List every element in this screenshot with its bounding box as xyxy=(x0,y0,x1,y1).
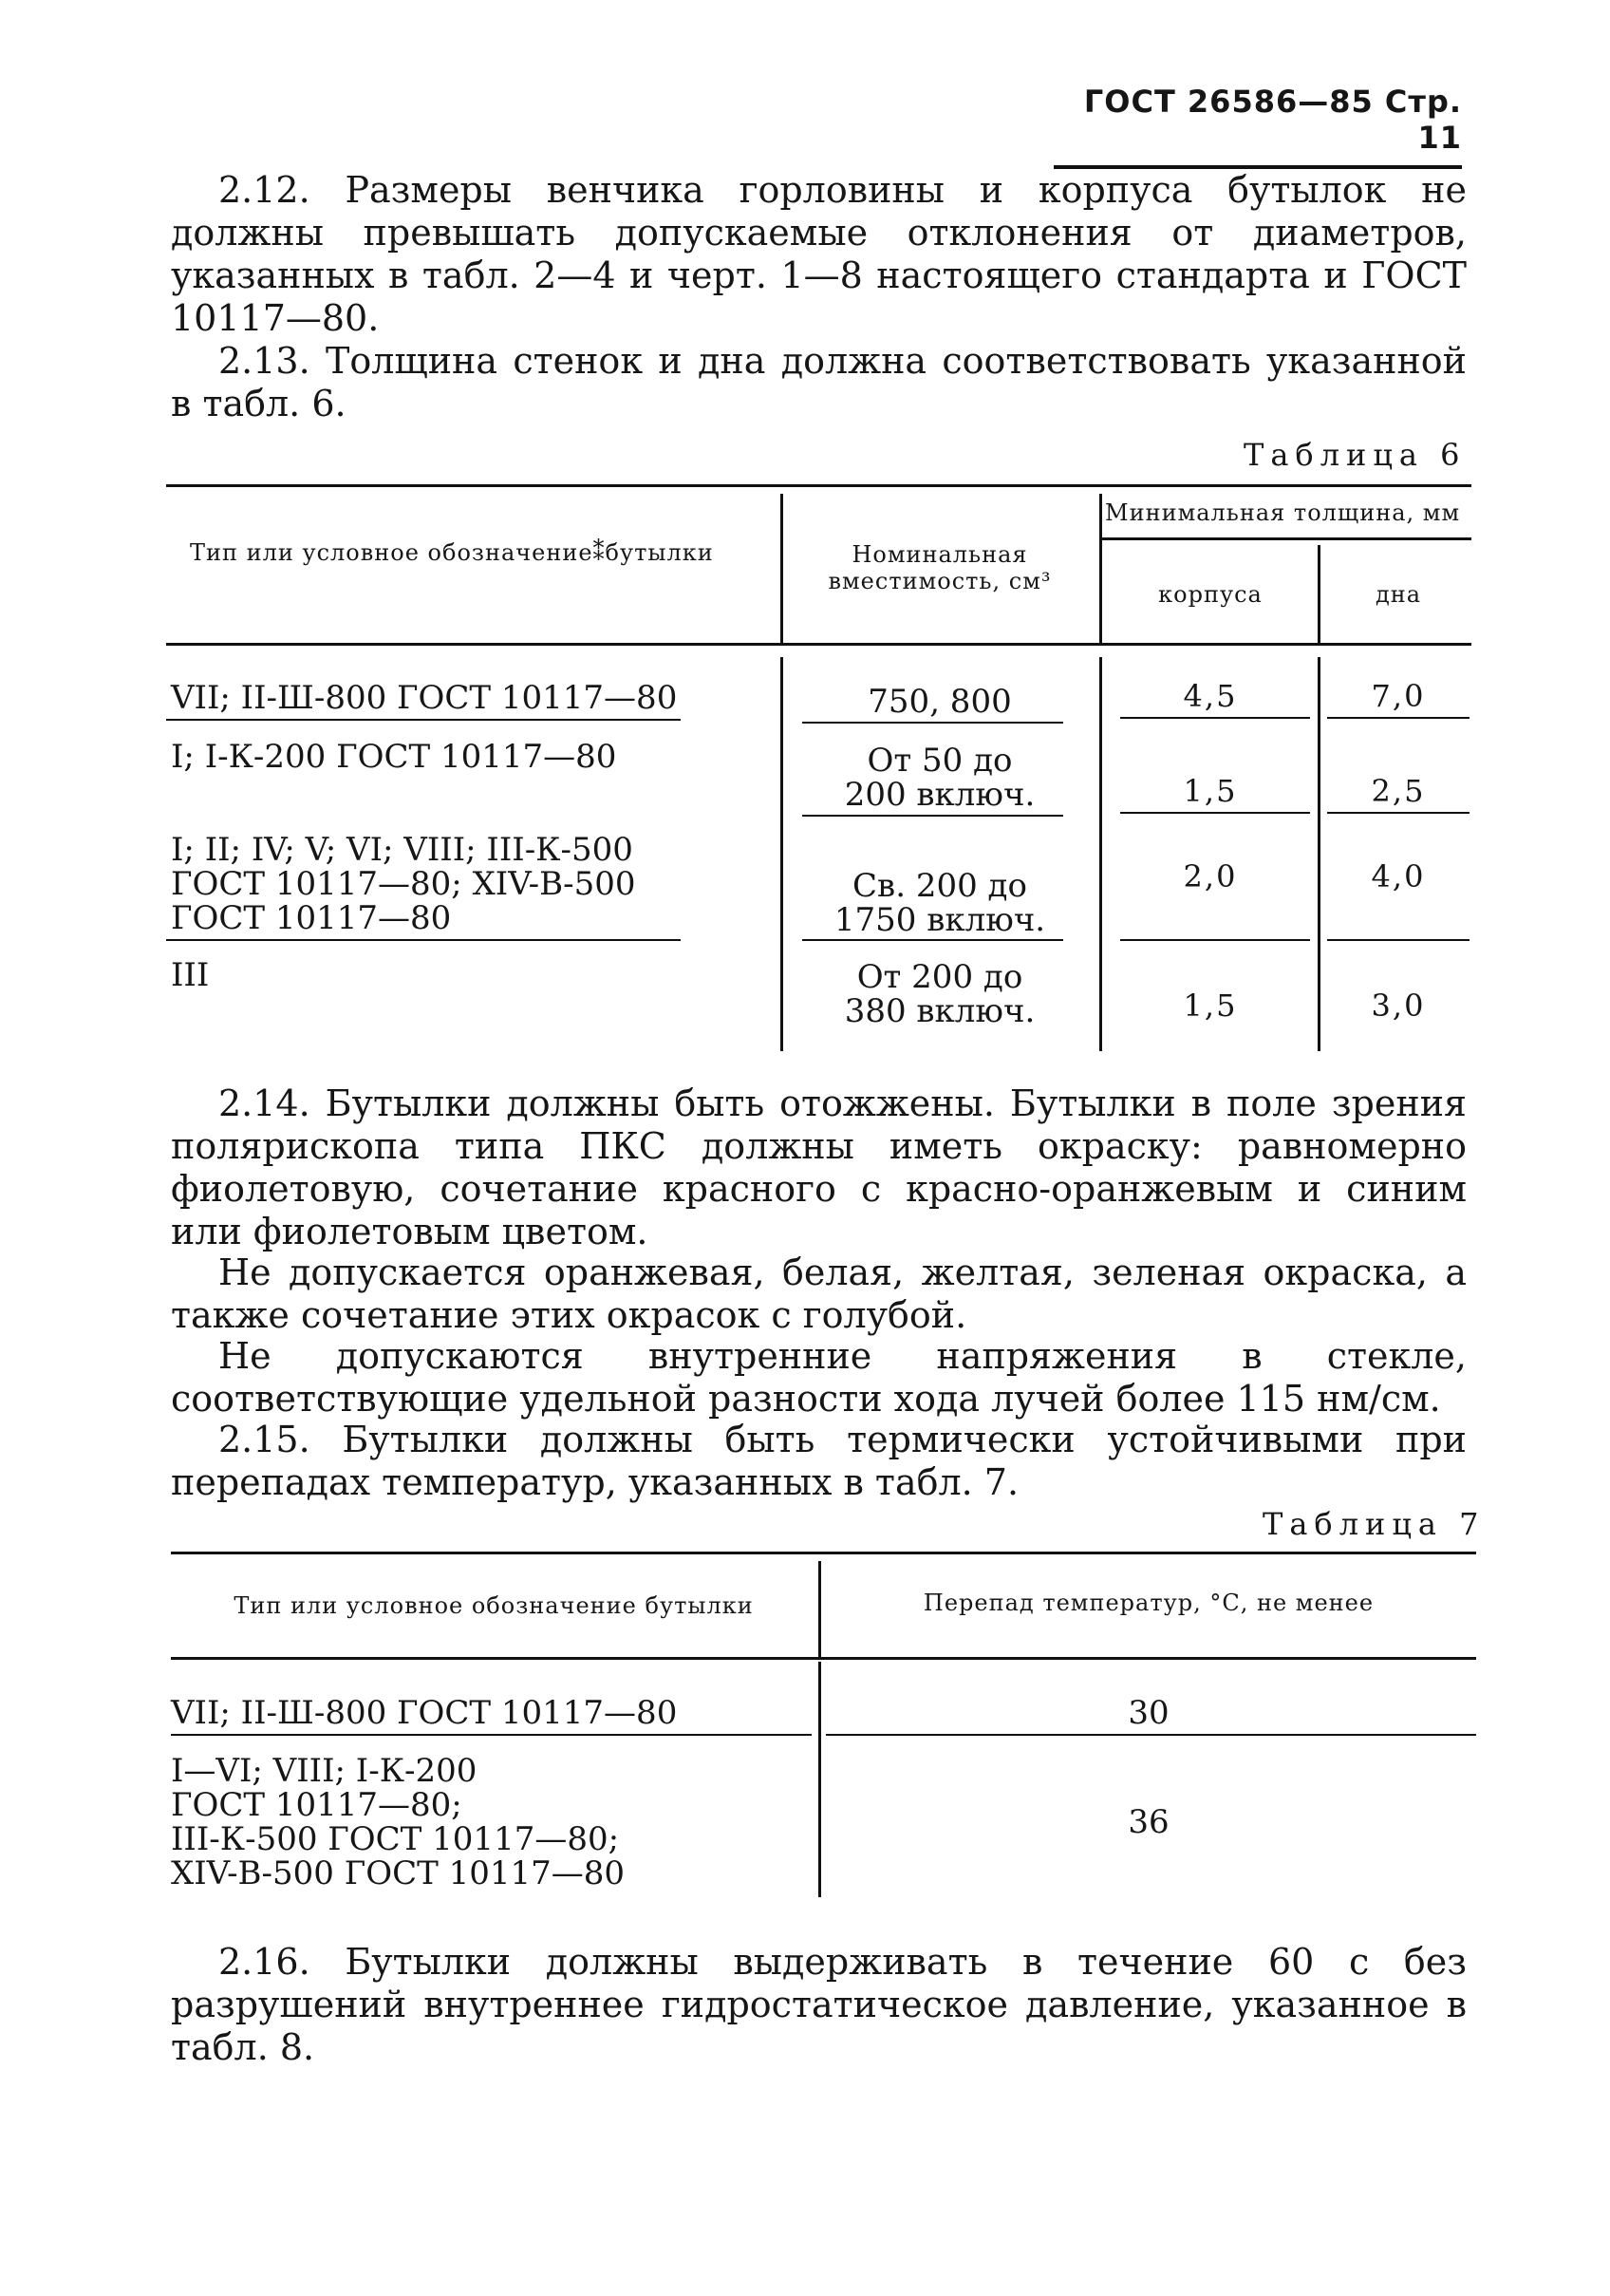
table-6-cell-capacity: 200 включ. xyxy=(844,776,1036,814)
table-7-header-rule xyxy=(171,1657,1476,1660)
table-7-header-temp: Перепад температур, °С, не менее xyxy=(923,1590,1375,1616)
table-6-col-divider xyxy=(1099,657,1102,1051)
table-6-cell-type: I; II; IV; V; VI; VIII; III-К-500 xyxy=(171,831,633,869)
table-6-row-underline xyxy=(1120,939,1310,941)
table-7-row-underline xyxy=(171,1734,812,1736)
table-7-cell-type: VII; II-Ш-800 ГОСТ 10117—80 xyxy=(171,1694,678,1732)
table-7-top-rule xyxy=(171,1552,1476,1554)
table-6-cell-bottom: 2,5 xyxy=(1371,773,1426,809)
table-6-cell-bottom: 7,0 xyxy=(1371,678,1426,714)
paragraph-2-15: 2.15. Бутылки должны быть термически устойчивыми при перепадах температур, указанных в табл. 7. xyxy=(171,1419,1467,1503)
table-6-cell-capacity: 380 включ. xyxy=(844,992,1036,1030)
table-6-col-divider xyxy=(1099,494,1102,643)
page-header: ГОСТ 26586—85 Стр. 11 xyxy=(1054,84,1462,169)
table-6-cell-type: I; I-К-200 ГОСТ 10117—80 xyxy=(171,738,617,776)
table-7-cell-temp: 30 xyxy=(1128,1694,1170,1732)
paragraph-2-14-stress: Не допускаются внутренние напряжения в стекле, соответствующие удельной разности хода лучей более 115 нм/см. xyxy=(171,1335,1467,1420)
table-6-cell-body: 4,5 xyxy=(1183,678,1238,714)
paragraph-2-12: 2.12. Размеры венчика горловины и корпуса бутылок не должны превышать допускаемые отклонения от диаметров, указанных в табл. 2—4 и черт. 1—8 настоящего стандарта и ГОСТ 10117—80. xyxy=(171,169,1467,339)
table-6-row-underline xyxy=(166,719,681,721)
table-6-header-bottom: дна xyxy=(1375,581,1422,608)
table-6-cell-capacity: 1750 включ. xyxy=(833,901,1046,939)
table-6-header-min-thickness: Минимальная толщина, мм xyxy=(1105,499,1461,526)
table-6-cell-bottom: 4,0 xyxy=(1371,858,1426,894)
table-7-cell-type: XIV-В-500 ГОСТ 10117—80 xyxy=(171,1854,626,1892)
table-6-cell-bottom: 3,0 xyxy=(1371,988,1426,1024)
table-6-row-underline xyxy=(1120,812,1310,814)
table-6-row-underline xyxy=(166,939,681,941)
table-6-cell-capacity: От 50 до xyxy=(867,742,1013,780)
table-6-cell-capacity: Св. 200 до xyxy=(852,867,1027,905)
table-7-caption: Таблица 7 xyxy=(1263,1506,1486,1542)
table-6-header-body: корпуса xyxy=(1158,581,1263,608)
table-7-col-divider xyxy=(818,1561,821,1657)
table-6-cell-body: 1,5 xyxy=(1183,988,1238,1024)
table-6-col-divider xyxy=(1318,657,1320,1051)
table-6-header-type: Тип или условное обозначение⁑бутылки xyxy=(190,539,714,566)
table-6-cell-capacity: 750, 800 xyxy=(868,683,1012,721)
table-7-header-type: Тип или условное обозначение бутылки xyxy=(234,1592,754,1619)
paragraph-2-16: 2.16. Бутылки должны выдерживать в течение 60 с без разрушений внутреннее гидростатическое давление, указанное в табл. 8. xyxy=(171,1941,1467,2068)
table-6-row-underline xyxy=(802,939,1063,941)
table-6-cell-type: ГОСТ 10117—80; XIV-В-500 xyxy=(171,865,636,903)
paragraph-2-13: 2.13. Толщина стенок и дна должна соответствовать указанной в табл. 6. xyxy=(171,340,1467,424)
table-7-cell-temp: 36 xyxy=(1128,1803,1170,1841)
table-6-cell-type: III xyxy=(171,956,210,994)
table-7-cell-type: ГОСТ 10117—80; xyxy=(171,1786,462,1824)
paragraph-2-14: 2.14. Бутылки должны быть отожжены. Бутылки в поле зрения полярископа типа ПКС должны иметь окраску: равномерно фиолетовую, сочетание красного с красно-оранжевым и синим или фиолетовым цветом. xyxy=(171,1082,1467,1252)
table-6-col-divider xyxy=(780,494,783,643)
table-6-header-capacity-line1: Номинальная xyxy=(852,541,1028,568)
paragraph-2-14-color: Не допускается оранжевая, белая, желтая, зеленая окраска, а также сочетание этих окрасок с голубой. xyxy=(171,1252,1467,1336)
table-7-row-underline xyxy=(826,1734,1476,1736)
table-6-header-capacity-line2: вместимость, см³ xyxy=(828,568,1052,594)
table-7-col-divider xyxy=(818,1662,821,1897)
table-6-caption: Таблица 6 xyxy=(1244,437,1467,473)
table-6-cell-body: 2,0 xyxy=(1183,858,1238,894)
table-7-cell-type: I—VI; VIII; I-К-200 xyxy=(171,1752,477,1790)
table-6-row-underline xyxy=(1327,812,1470,814)
table-6-row-underline xyxy=(1327,717,1470,719)
table-6-cell-capacity: От 200 до xyxy=(856,958,1023,996)
table-6-cell-body: 1,5 xyxy=(1183,773,1238,809)
table-6-row-underline xyxy=(802,815,1063,817)
table-6-subheader-rule xyxy=(1101,537,1471,540)
table-7-cell-type: III-К-500 ГОСТ 10117—80; xyxy=(171,1820,620,1858)
table-6-header-rule xyxy=(166,643,1471,646)
table-6-top-rule xyxy=(166,484,1471,487)
table-6-col-divider xyxy=(780,657,783,1051)
table-6-col-divider xyxy=(1318,545,1320,643)
table-6-row-underline xyxy=(1327,939,1470,941)
table-6-row-underline xyxy=(1120,717,1310,719)
table-6-cell-type: VII; II-Ш-800 ГОСТ 10117—80 xyxy=(171,679,678,717)
table-6-cell-type: ГОСТ 10117—80 xyxy=(171,899,452,937)
table-6-row-underline xyxy=(802,722,1063,724)
